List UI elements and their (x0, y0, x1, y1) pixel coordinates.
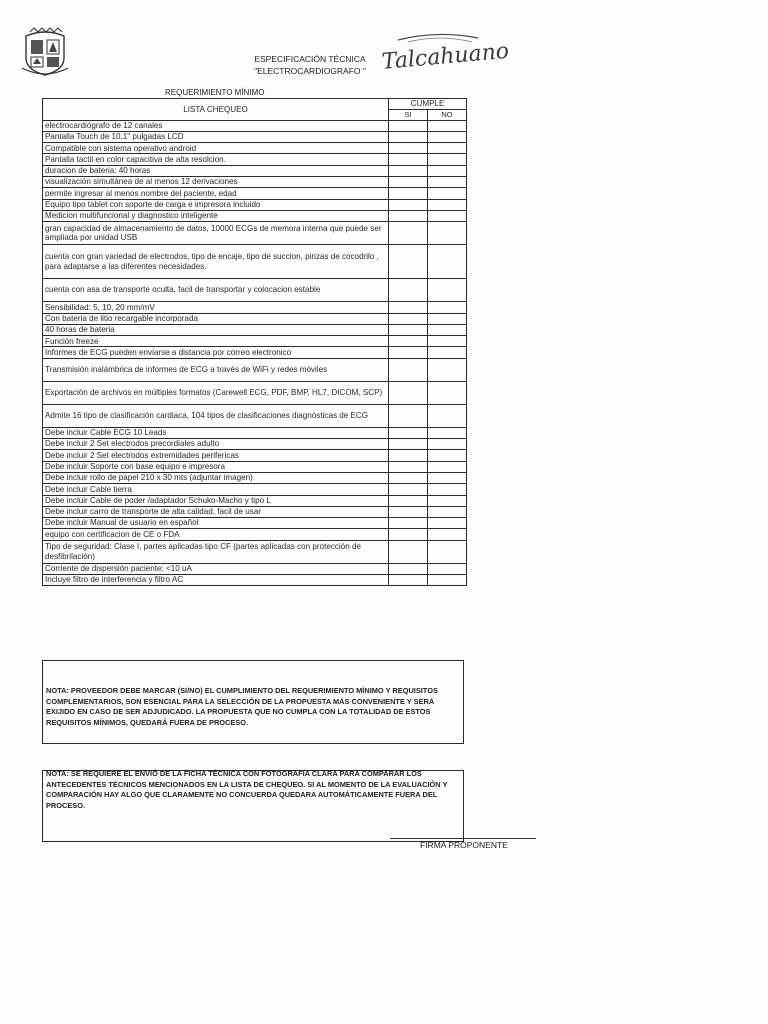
table-row (43, 427, 467, 438)
table-row (43, 177, 467, 188)
requirement-text: Pantalla tactil en color capacitiva de alta resolcion. (43, 154, 389, 165)
signature-label: FIRMA PROPONENTE (420, 840, 508, 850)
no-checkbox-cell[interactable] (428, 563, 467, 574)
section-title: REQUERIMIENTO MÍNIMO (165, 88, 265, 97)
table-row (43, 279, 467, 302)
no-checkbox-cell[interactable] (428, 120, 467, 131)
table-row (43, 210, 467, 221)
requirement-text: cuenta con gran variedad de electrodos, tipo de encaje, tipo de succion, pinzas de cocodrilo , para adaptarse a las diferentes necesidades. (43, 245, 389, 279)
si-checkbox-cell[interactable] (389, 529, 428, 540)
table-row (43, 472, 467, 483)
requirement-text: cuenta con asa de transporte oculta, facil de transportar y colocacion estable (43, 279, 389, 302)
table-row (43, 120, 467, 131)
requirement-text: Tipo de seguridad: Clase I, partes aplicadas tipo CF (partes aplicadas con protección de desfibrilación) (43, 540, 389, 563)
requirement-text: Debe incluir Cable ECG 10 Leads (43, 427, 389, 438)
no-checkbox-cell[interactable] (428, 222, 467, 245)
table-row (43, 540, 467, 563)
requirement-text: equipo con certificacion de CE o FDA (43, 529, 389, 540)
requirement-text: Debe incluir Cable de poder /adaptador Schuko-Macho y tipo L (43, 495, 389, 506)
si-checkbox-cell[interactable] (389, 506, 428, 517)
si-checkbox-cell[interactable] (389, 199, 428, 210)
note-box-technical-sheet (42, 770, 464, 842)
table-row (43, 529, 467, 540)
si-checkbox-cell[interactable] (389, 177, 428, 188)
table-row (43, 381, 467, 404)
si-checkbox-cell[interactable] (389, 540, 428, 563)
requirement-text: Debe incluir Soporte con base equipo e impresora (43, 461, 389, 472)
si-checkbox-cell[interactable] (389, 439, 428, 450)
note-box-requirements (42, 660, 464, 744)
si-checkbox-cell[interactable] (389, 313, 428, 324)
no-checkbox-cell[interactable] (428, 450, 467, 461)
no-checkbox-cell[interactable] (428, 199, 467, 210)
si-checkbox-cell[interactable] (389, 279, 428, 302)
si-checkbox-cell[interactable] (389, 324, 428, 335)
si-checkbox-cell[interactable] (389, 188, 428, 199)
cumple-header: CUMPLE (389, 99, 467, 110)
document-title: ESPECIFICACIÓN TÉCNICA (254, 54, 366, 64)
table-row (43, 199, 467, 210)
no-checkbox-cell[interactable] (428, 143, 467, 154)
no-checkbox-cell[interactable] (428, 302, 467, 313)
si-checkbox-cell[interactable] (389, 495, 428, 506)
table-row (43, 495, 467, 506)
requirement-text: permite ingresar al menos nombre del paciente, edad (43, 188, 389, 199)
si-checkbox-cell[interactable] (389, 518, 428, 529)
si-checkbox-cell[interactable] (389, 245, 428, 279)
requirement-text: Debe incluir Manual de usuario en español (43, 518, 389, 529)
requirement-text: Debe incluir Cable tierra (43, 484, 389, 495)
requirement-text: visualización simultánea de al menos 12 derivaciones (43, 177, 389, 188)
requirement-text: Corriente de dispersión paciente: <10 uA (43, 563, 389, 574)
requirement-text: Incluye filtro de interferencia y filtro AC (43, 575, 389, 586)
si-checkbox-cell[interactable] (389, 222, 428, 245)
no-checkbox-cell[interactable] (428, 439, 467, 450)
si-checkbox-cell[interactable] (389, 154, 428, 165)
requirement-text: Con bateria de litio recargable incorporada (43, 313, 389, 324)
table-row (43, 245, 467, 279)
no-checkbox-cell[interactable] (428, 461, 467, 472)
si-checkbox-cell[interactable] (389, 427, 428, 438)
no-checkbox-cell[interactable] (428, 245, 467, 279)
table-row (43, 484, 467, 495)
requirement-text: Debe incluir rollo de papel 210 x 30 mts (adjuntar imagen) (43, 472, 389, 483)
table-row (43, 518, 467, 529)
si-checkbox-cell[interactable] (389, 575, 428, 586)
no-checkbox-cell[interactable] (428, 540, 467, 563)
si-checkbox-cell[interactable] (389, 120, 428, 131)
requirement-text: Exportación de archivos en múltiples formatos (Carewell ECG, PDF, BMP, HL7, DICOM, SCP) (43, 381, 389, 404)
table-row (43, 143, 467, 154)
no-checkbox-cell[interactable] (428, 575, 467, 586)
no-checkbox-cell[interactable] (428, 506, 467, 517)
checklist-table (42, 98, 467, 586)
no-checkbox-cell[interactable] (428, 279, 467, 302)
no-checkbox-cell[interactable] (428, 495, 467, 506)
requirement-text: Equipo tipo tablet con soporte de carga e impresora incluido (43, 199, 389, 210)
table-row (43, 563, 467, 574)
si-checkbox-cell[interactable] (389, 165, 428, 176)
table-row (43, 461, 467, 472)
table-row (43, 575, 467, 586)
si-checkbox-cell[interactable] (389, 450, 428, 461)
table-row (43, 506, 467, 517)
requirement-text: Transmisión inalámbrica de informes de ECG a través de WiFi y redes móviles (43, 358, 389, 381)
table-row (43, 154, 467, 165)
si-checkbox-cell[interactable] (389, 381, 428, 404)
table-row (43, 188, 467, 199)
si-checkbox-cell[interactable] (389, 131, 428, 142)
no-checkbox-cell[interactable] (428, 188, 467, 199)
requirement-text: Debe incluir 2 Set electrodos extremidades perifericas (43, 450, 389, 461)
table-row (43, 324, 467, 335)
table-row (43, 313, 467, 324)
table-row (43, 404, 467, 427)
table-row (43, 358, 467, 381)
table-row (43, 165, 467, 176)
no-checkbox-cell[interactable] (428, 177, 467, 188)
no-checkbox-cell[interactable] (428, 154, 467, 165)
si-checkbox-cell[interactable] (389, 461, 428, 472)
requirement-text: 40 horas de bateria (43, 324, 389, 335)
requirement-text: Compatible con sistema operativo android (43, 143, 389, 154)
table-row (43, 131, 467, 142)
no-checkbox-cell[interactable] (428, 347, 467, 358)
no-checkbox-cell[interactable] (428, 165, 467, 176)
no-checkbox-cell[interactable] (428, 381, 467, 404)
note-text: NOTA: PROVEEDOR DEBE MARCAR (SI/NO) EL CUMPLIMIENTO DEL REQUERIMIENTO MÍNIMO Y REQUISITOS COMPLEMENTARIOS, SON ESENCIAL PARA LA SELECCIÓN DE LA PROPUESTA MÁS CONVENIENTE Y SERÁ EXIJIDO EN CASO DE SER ADJUDICADO. LA PROPUESTA QUE NO CUMPLA CON LA TOTALIDAD DE ESTOS REQUISITOS MÍNIMOS, QUEDARÁ FUERA DE PROCESO. (46, 686, 438, 727)
no-checkbox-cell[interactable] (428, 518, 467, 529)
note-text: NOTA: SE REQUIERE EL ENVIÓ DE LA FICHA TÉCNICA CON FOTOGRAFÍA CLARA PARA COMPARAR LOS ANTECEDENTES TÉCNICOS MENCIONADOS EN LA LISTA DE CHEQUEO. SI AL MOMENTO DE LA EVALUACIÓN Y COMPARACIÓN HAY ALGO QUE CLARAMENTE NO CONCUERDA QUEDARA AUTOMÁTICAMENTE FUERA DEL PROCESO. (46, 769, 448, 810)
no-checkbox-cell[interactable] (428, 472, 467, 483)
requirement-text: Pantalla Touch de 10.1" pulgadas LCD (43, 131, 389, 142)
no-checkbox-cell[interactable] (428, 427, 467, 438)
table-row (43, 439, 467, 450)
no-checkbox-cell[interactable] (428, 210, 467, 221)
talcahuano-brand-logo (378, 30, 511, 75)
si-checkbox-cell[interactable] (389, 563, 428, 574)
requirement-text: Admite 16 tipo de clasificación cardiaca, 104 tipos de clasificaciones diagnósticas de ECG (43, 404, 389, 427)
si-checkbox-cell[interactable] (389, 404, 428, 427)
requirement-text: Sensibilidad: 5, 10, 20 mm/mV (43, 302, 389, 313)
table-row (43, 450, 467, 461)
no-checkbox-cell[interactable] (428, 324, 467, 335)
requirement-text: Debe incluir 2 Set electrodos precordiales adulto (43, 439, 389, 450)
document-subtitle: "ELECTROCARDIOGRAFO " (254, 66, 366, 76)
no-checkbox-cell[interactable] (428, 336, 467, 347)
no-checkbox-cell[interactable] (428, 529, 467, 540)
requirement-text: Debe incluir carro de transporte de alta calidad, facil de usar (43, 506, 389, 517)
table-row (43, 347, 467, 358)
table-row (43, 302, 467, 313)
requirement-text: gran capacidad de almacenamiento de datos, 10000 ECGs de memora interna que puede ser ampliada por unidad USB (43, 222, 389, 245)
no-header: NO (428, 109, 467, 120)
no-checkbox-cell[interactable] (428, 484, 467, 495)
no-checkbox-cell[interactable] (428, 358, 467, 381)
si-checkbox-cell[interactable] (389, 472, 428, 483)
no-checkbox-cell[interactable] (428, 404, 467, 427)
si-checkbox-cell[interactable] (389, 358, 428, 381)
checklist-body (43, 120, 467, 586)
si-checkbox-cell[interactable] (389, 302, 428, 313)
si-checkbox-cell[interactable] (389, 336, 428, 347)
requirement-text: duracion de bateria: 40 horas (43, 165, 389, 176)
table-row (43, 336, 467, 347)
municipal-crest-logo (22, 28, 68, 76)
list-header: LISTA CHEQUEO (43, 99, 389, 121)
table-row (43, 222, 467, 245)
no-checkbox-cell[interactable] (428, 131, 467, 142)
si-checkbox-cell[interactable] (389, 210, 428, 221)
requirement-text: electrocardiógrafo de 12 canales (43, 120, 389, 131)
requirement-text: Función freeze (43, 336, 389, 347)
no-checkbox-cell[interactable] (428, 313, 467, 324)
requirement-text: Medicion multifuncional y diagnostico inteligente (43, 210, 389, 221)
signature-line[interactable] (390, 838, 536, 839)
si-header: SI (389, 109, 428, 120)
si-checkbox-cell[interactable] (389, 347, 428, 358)
si-checkbox-cell[interactable] (389, 143, 428, 154)
si-checkbox-cell[interactable] (389, 484, 428, 495)
requirement-text: Informes de ECG pueden enviarse a distancia por correo electronico (43, 347, 389, 358)
brand-logo-text: Talcahuano (380, 38, 511, 75)
